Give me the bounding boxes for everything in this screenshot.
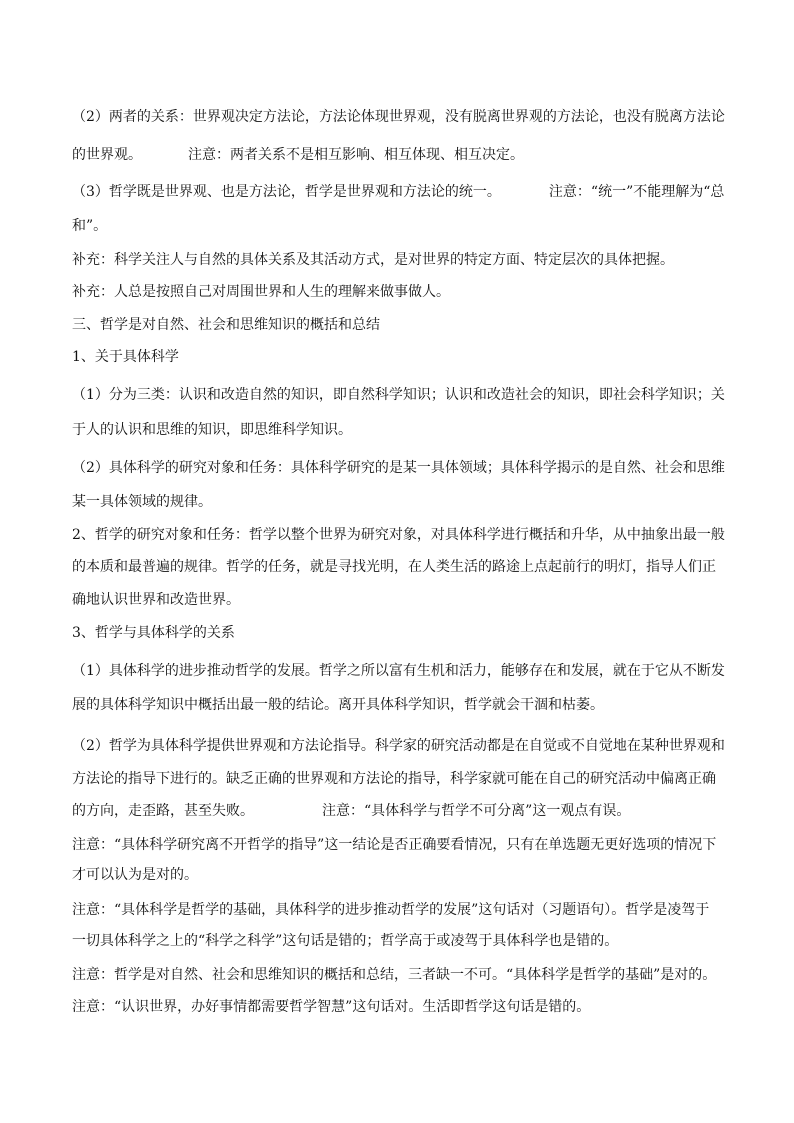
text-line: （1）具体科学的进步推动哲学的发展。哲学之所以富有生机和活力，能够存在和发展，就在于它从不断发: [72, 663, 725, 679]
text-line: 于人的认识和思维的知识，即思维科学知识。: [72, 422, 352, 438]
subsection-heading: 3、哲学与具体科学的关系: [72, 625, 235, 641]
text-line: [72, 146, 732, 164]
text-line: 注意：“具体科学是哲学的基础，具体科学的进步推动哲学的发展”这句话对（习题语句）。哲学是凌驾于: [72, 902, 710, 918]
section-heading: 三、哲学是对自然、社会和思维知识的概括和总结: [72, 317, 380, 333]
text-line: [72, 802, 732, 820]
text-line: 一切具体科学之上的“科学之科学”这句话是错的；哲学高于或凌驾于具体科学也是错的。: [72, 933, 619, 949]
text-line: （1）分为三类：认识和改造自然的知识，即自然科学知识；认识和改造社会的知识，即社会科学知识；关: [72, 387, 725, 403]
text-line: [72, 183, 732, 201]
subsection-heading: 1、关于具体科学: [72, 349, 179, 365]
text-segment: 的世界观。: [72, 147, 142, 163]
text-line: 的本质和最普遍的规律。哲学的任务，就是寻找光明，在人类生活的路途上点起前行的明灯，指导人们正: [72, 559, 716, 575]
text-line: （2）两者的关系：世界观决定方法论，方法论体现世界观，没有脱离世界观的方法论，也没有脱离方法论: [72, 109, 725, 125]
note-segment: 注意：两者关系不是相互影响、相互体现、相互决定。: [188, 147, 524, 163]
text-line: 补充：人总是按照自己对周围世界和人生的理解来做事做人。: [72, 284, 450, 300]
text-line: （2）具体科学的研究对象和任务：具体科学研究的是某一具体领域；具体科学揭示的是自然、社会和思维: [72, 460, 725, 476]
subsection-heading: 2、哲学的研究对象和任务：哲学以整个世界为研究对象，对具体科学进行概括和升华，从中抽象出最一般: [72, 527, 725, 543]
text-line: 某一具体领域的规律。: [72, 494, 212, 510]
text-line: 注意：“具体科学研究离不开哲学的指导”这一结论是否正确要看情况，只有在单选题无更好选项的情况下: [72, 837, 717, 853]
text-line: （2）哲学为具体科学提供世界观和方法论指导。科学家的研究活动都是在自觉或不自觉地在某种世界观和: [72, 738, 725, 754]
note-segment: 注意：“统一”不能理解为“总: [548, 184, 725, 200]
text-line: 方法论的指导下进行的。缺乏正确的世界观和方法论的指导，科学家就可能在自己的研究活动中偏离正确: [72, 771, 716, 787]
text-line: 补充：科学关注人与自然的具体关系及其活动方式，是对世界的特定方面、特定层次的具体把握。: [72, 252, 674, 268]
text-segment: （3）哲学既是世界观、也是方法论，哲学是世界观和方法论的统一。: [72, 184, 501, 200]
text-line: 确地认识世界和改造世界。: [72, 592, 240, 608]
text-line: 注意：“认识世界，办好事情都需要哲学智慧”这句话对。生活即哲学这句话是错的。: [72, 999, 591, 1015]
text-line: 展的具体科学知识中概括出最一般的结论。离开具体科学知识，哲学就会干涸和枯萎。: [72, 697, 604, 713]
note-segment: 注意：“具体科学与哲学不可分离”这一观点有误。: [322, 803, 631, 819]
text-line: 才可以认为是对的。: [72, 867, 198, 883]
text-line: 注意：哲学是对自然、社会和思维知识的概括和总结，三者缺一不可。“具体科学是哲学的基础”是对的。: [72, 967, 717, 983]
text-segment: 的方向，走歪路，甚至失败。: [72, 803, 254, 819]
text-line: 和”。: [72, 218, 108, 234]
